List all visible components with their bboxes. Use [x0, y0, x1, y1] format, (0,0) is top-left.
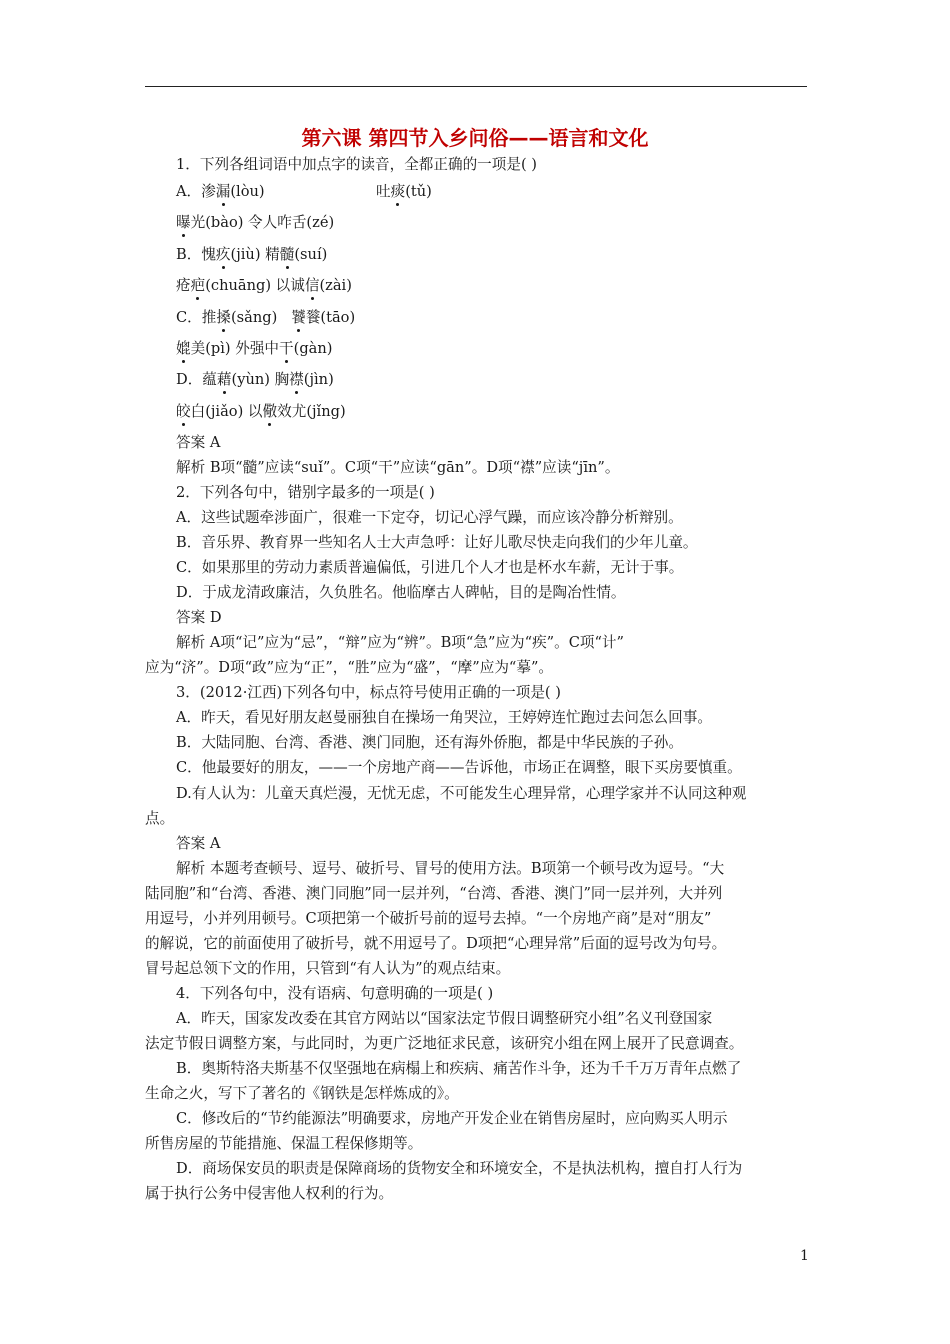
- q1-option-a: A．渗漏(lòu): [176, 183, 265, 200]
- q1-analysis: 解析 B项“髓”应读“suǐ”。C项“干”应读“gān”。D项“襟”应读“jīn”。: [176, 459, 620, 476]
- page-title: 第六课 第四节入乡问俗——语言和文化: [301, 126, 649, 150]
- q2-answer: 答案 D: [176, 609, 222, 626]
- header-rule: [145, 86, 807, 87]
- q3-option-d-line1: D.有人认为：儿童天真烂漫，无忧无虑，不可能发生心理异常，心理学家并不认同这种观: [176, 785, 747, 802]
- q2-option-a: A．这些试题牵涉面广，很难一下定夺，切记心浮气躁，而应该冷静分析辩别。: [176, 509, 683, 526]
- q1-option-c-line2: 媲美(pì) 外强中干(gàn): [176, 340, 333, 357]
- q3-option-b: B．大陆同胞、台湾、香港、澳门同胞，还有海外侨胞，都是中华民族的子孙。: [176, 734, 683, 751]
- q3-analysis-line3: 用逗号，小并列用顿号。C项把第一个破折号前的逗号去掉。“一个房地产商”是对“朋友”: [145, 910, 712, 927]
- q3-analysis-line2: 陆同胞”和“台湾、香港、澳门同胞”同一层并列，“台湾、香港、澳门”同一层并列，大并列: [145, 885, 723, 902]
- q3-stem: 3．(2012·江西)下列各句中，标点符号使用正确的一项是( ): [176, 684, 561, 701]
- q1-option-d-line2: 皎白(jiǎo) 以儆效尤(jǐng): [176, 403, 346, 420]
- q1-option-d: D．蕴藉(yùn) 胸襟(jìn): [176, 371, 334, 388]
- q4-option-a-line1: A．昨天，国家发改委在其官方网站以“国家法定节假日调整研究小组”名义刊登国家: [176, 1010, 713, 1027]
- q1-answer: 答案 A: [176, 434, 221, 451]
- q1-option-b: B．愧疚(jiù) 精髓(suí): [176, 246, 328, 263]
- q2-analysis-line2: 应为“济”。D项“政”应为“正”，“胜”应为“盛”，“摩”应为“摹”。: [145, 659, 554, 676]
- q3-analysis-line4: 的解说，它的前面使用了破折号，就不用逗号了。D项把“心理异常”后面的逗号改为句号。: [145, 935, 727, 952]
- q4-option-b-line2: 生命之火，写下了著名的《钢铁是怎样炼成的》。: [145, 1085, 459, 1102]
- q3-option-c: C．他最要好的朋友，——一个房地产商——告诉他，市场正在调整，眼下买房要慎重。: [176, 759, 742, 776]
- q4-option-c-line2: 所售房屋的节能措施、保温工程保修期等。: [145, 1135, 423, 1152]
- q4-option-a-line2: 法定节假日调整方案，与此同时，为更广泛地征求民意，该研究小组在网上展开了民意调查。: [145, 1035, 744, 1052]
- q3-analysis-line5: 冒号起总领下文的作用，只管到“有人认为”的观点结束。: [145, 960, 511, 977]
- q4-stem: 4．下列各句中，没有语病、句意明确的一项是( ): [176, 985, 494, 1002]
- q2-option-c: C．如果那里的劳动力素质普遍偏低，引进几个人才也是杯水车薪，无计于事。: [176, 559, 684, 576]
- q4-option-d-line1: D．商场保安员的职责是保障商场的货物安全和环境安全，不是执法机构，擅自打人行为: [176, 1160, 743, 1177]
- q1-option-a-second: 吐痰(tǔ): [376, 183, 432, 200]
- q4-option-d-line2: 属于执行公务中侵害他人权利的行为。: [145, 1185, 394, 1202]
- q2-option-d: D．于成龙清政廉洁，久负胜名。他临摩古人碑帖，目的是陶冶性情。: [176, 584, 626, 601]
- q1-option-a-line2: 曝光(bào) 令人咋舌(zé): [176, 214, 335, 231]
- q4-option-c-line1: C．修改后的“节约能源法”明确要求，房地产开发企业在销售房屋时，应向购买人明示: [176, 1110, 728, 1127]
- q2-analysis-line1: 解析 A项“记”应为“忌”，“辩”应为“辨”。B项“急”应为“疾”。C项“计”: [176, 634, 624, 651]
- q2-option-b: B．音乐界、教育界一些知名人士大声急呼：让好儿歌尽快走向我们的少年儿童。: [176, 534, 698, 551]
- q1-option-b-line2: 疮疤(chuāng) 以诚信(zài): [176, 277, 352, 294]
- q3-option-d-line2: 点。: [145, 810, 175, 827]
- q4-option-b-line1: B．奥斯特洛夫斯基不仅坚强地在病榻上和疾病、痛苦作斗争，还为千千万万青年点燃了: [176, 1060, 742, 1077]
- q2-stem: 2．下列各句中，错别字最多的一项是( ): [176, 484, 435, 501]
- q1-stem: 1．下列各组词语中加点字的读音，全都正确的一项是( ): [176, 156, 537, 173]
- q1-option-c: C．推搡(sǎng) 饕餮(tāo): [176, 309, 356, 326]
- page-number: 1: [800, 1248, 809, 1264]
- q3-option-a: A．昨天，看见好朋友赵曼丽独自在操场一角哭泣，王婷婷连忙跑过去问怎么回事。: [176, 709, 712, 726]
- q3-analysis-line1: 解析 本题考查顿号、逗号、破折号、冒号的使用方法。B项第一个顿号改为逗号。“大: [176, 860, 725, 877]
- q3-answer: 答案 A: [176, 835, 221, 852]
